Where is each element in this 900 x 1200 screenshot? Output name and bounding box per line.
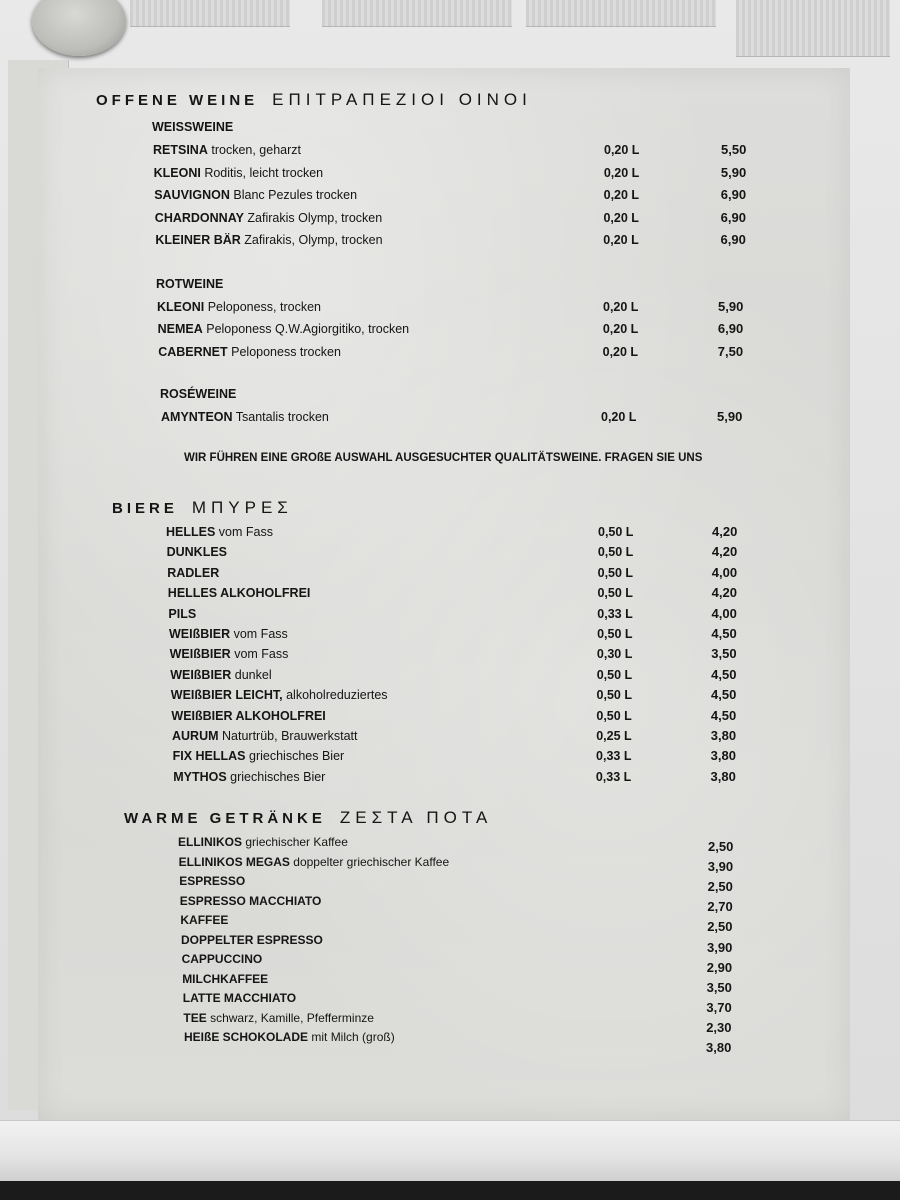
item-price: 2,30 bbox=[706, 1019, 732, 1035]
item-description: griechischer Kaffee bbox=[245, 835, 348, 849]
white-wine-heading: WEISSWEINE bbox=[152, 120, 234, 134]
item-price: 3,50 bbox=[706, 979, 732, 995]
item-description: Peloponess Q.W.Agiorgitiko, trocken bbox=[206, 322, 410, 337]
item-price: 5,50 bbox=[721, 142, 747, 157]
menu-item bbox=[170, 646, 289, 662]
item-price: 4,20 bbox=[711, 585, 737, 601]
item-name: KLEONI bbox=[153, 165, 201, 180]
item-name: ESPRESSO MACCHIATO bbox=[179, 893, 322, 908]
item-price: 3,90 bbox=[707, 859, 734, 875]
item-description: Blanc Pezules trocken bbox=[233, 188, 358, 202]
menu-item bbox=[179, 873, 245, 889]
item-name: PILS bbox=[168, 606, 197, 621]
menu-item bbox=[155, 232, 382, 248]
item-price: 6,90 bbox=[720, 232, 746, 247]
item-price: 4,50 bbox=[710, 707, 737, 723]
menu-item bbox=[178, 834, 348, 850]
menu-item bbox=[153, 142, 301, 158]
item-price: 2,70 bbox=[707, 899, 733, 915]
menu-sheet bbox=[38, 68, 850, 1120]
item-price: 3,80 bbox=[710, 728, 737, 743]
item-description: Zafirakis, Olymp, trocken bbox=[244, 233, 383, 247]
item-volume: 0,20 L bbox=[603, 210, 639, 225]
item-price: 3,80 bbox=[710, 768, 736, 784]
item-name: AURUM bbox=[172, 729, 219, 743]
item-price: 7,50 bbox=[717, 343, 744, 359]
item-name: RADLER bbox=[167, 565, 220, 580]
item-name: SAUVIGNON bbox=[154, 188, 230, 202]
item-volume: 0,20 L bbox=[602, 322, 639, 337]
item-price: 6,90 bbox=[717, 321, 744, 337]
item-description: Peloponess trocken bbox=[231, 344, 341, 359]
menu-item bbox=[180, 893, 322, 909]
menu-item bbox=[157, 299, 321, 315]
item-price: 5,90 bbox=[718, 299, 744, 314]
hot-title-greek: ΖΕΣΤΑ ΠΟΤΑ bbox=[339, 808, 493, 827]
item-volume: 0,50 L bbox=[597, 545, 634, 560]
item-description: Zafirakis Olymp, trocken bbox=[247, 210, 383, 225]
item-name: HELLES ALKOHOLFREI bbox=[167, 586, 311, 601]
item-price: 2,50 bbox=[707, 919, 733, 935]
item-description: trocken, geharzt bbox=[211, 143, 301, 157]
menu-item bbox=[183, 1010, 374, 1026]
menu-item bbox=[158, 321, 410, 337]
item-price: 6,90 bbox=[720, 187, 747, 202]
item-price: 3,70 bbox=[706, 999, 732, 1015]
item-name: RETSINA bbox=[153, 143, 208, 157]
item-name: DUNKLES bbox=[166, 545, 228, 560]
item-name: ELLINIKOS MEGAS bbox=[178, 854, 290, 869]
item-volume: 0,50 L bbox=[598, 525, 634, 539]
wine-note: WIR FÜHREN EINE GROßE AUSWAHL AUSGESUCHTER QUALITÄTSWEINE. FRAGEN SIE UNS bbox=[184, 452, 703, 464]
item-price: 3,80 bbox=[706, 1040, 732, 1055]
item-price: 3,50 bbox=[711, 646, 737, 662]
item-description: vom Fass bbox=[218, 525, 273, 539]
tape-strip bbox=[526, 0, 716, 27]
item-description: mit Milch (groß) bbox=[311, 1030, 395, 1044]
menu-item bbox=[168, 606, 196, 622]
item-volume: 0,20 L bbox=[603, 233, 639, 247]
item-name: KLEINER BÄR bbox=[155, 233, 241, 247]
item-volume: 0,25 L bbox=[596, 729, 632, 743]
menu-item bbox=[172, 728, 357, 744]
item-name: HELLES bbox=[166, 525, 216, 539]
menu-item bbox=[171, 687, 388, 703]
menu-item bbox=[182, 951, 263, 967]
rose-wine-heading: ROSÉWEINE bbox=[160, 387, 237, 401]
item-price: 4,50 bbox=[711, 626, 737, 641]
menu-item bbox=[166, 524, 273, 540]
menu-item bbox=[171, 708, 325, 724]
item-price: 4,50 bbox=[711, 687, 737, 703]
item-description: vom Fass bbox=[233, 627, 288, 641]
item-description: Peloponess, trocken bbox=[207, 300, 321, 314]
hot-section-title bbox=[124, 808, 492, 828]
menu-item bbox=[167, 565, 219, 581]
item-name: MILCHKAFFEE bbox=[182, 971, 269, 986]
menu-item bbox=[173, 748, 345, 764]
menu-item bbox=[170, 667, 271, 683]
item-description: dunkel bbox=[234, 667, 272, 682]
hot-title: WARME GETRÄNKE bbox=[124, 810, 326, 827]
item-volume: 0,20 L bbox=[603, 165, 640, 180]
menu-item bbox=[183, 990, 296, 1006]
wine-title: OFFENE WEINE bbox=[96, 92, 259, 109]
item-volume: 0,33 L bbox=[597, 606, 633, 621]
item-volume: 0,20 L bbox=[604, 143, 640, 157]
item-description: schwarz, Kamille, Pfefferminze bbox=[210, 1010, 374, 1025]
item-name: CAPPUCCINO bbox=[181, 952, 263, 966]
red-wine-heading: ROTWEINE bbox=[156, 277, 224, 291]
item-price: 4,50 bbox=[711, 666, 737, 682]
menu-item bbox=[180, 912, 228, 928]
item-volume: 0,50 L bbox=[596, 708, 632, 723]
item-price: 2,90 bbox=[706, 959, 733, 975]
item-price: 4,20 bbox=[712, 524, 738, 539]
item-volume: 0,33 L bbox=[596, 749, 632, 764]
item-volume: 0,20 L bbox=[602, 344, 639, 359]
menu-item bbox=[154, 187, 357, 203]
item-price: 4,00 bbox=[711, 605, 737, 621]
menu-item bbox=[179, 854, 450, 870]
item-name: NEMEA bbox=[157, 322, 203, 337]
item-name: HEIßE SCHOKOLADE bbox=[184, 1030, 309, 1044]
item-price: 6,90 bbox=[720, 209, 746, 225]
item-description: vom Fass bbox=[234, 647, 289, 662]
item-volume: 0,20 L bbox=[603, 300, 639, 314]
item-volume: 0,50 L bbox=[596, 688, 632, 703]
item-name: ESPRESSO bbox=[179, 874, 246, 888]
beer-title-greek: ΜΠΥΡΕΣ bbox=[191, 498, 293, 517]
item-name: CHARDONNAY bbox=[154, 210, 244, 225]
item-price: 5,90 bbox=[717, 409, 743, 424]
item-description: Tsantalis trocken bbox=[235, 410, 329, 424]
item-name: MYTHOS bbox=[173, 769, 227, 784]
tape-strip bbox=[322, 0, 512, 27]
item-price: 4,00 bbox=[711, 564, 738, 580]
menu-item bbox=[169, 626, 288, 642]
menu-item bbox=[181, 932, 323, 948]
item-name: WEIßBIER LEICHT, bbox=[170, 688, 283, 703]
item-price: 5,90 bbox=[720, 164, 747, 180]
item-volume: 0,50 L bbox=[597, 586, 633, 601]
item-name: WEIßBIER ALKOHOLFREI bbox=[171, 708, 326, 723]
tape-strip bbox=[736, 0, 890, 57]
item-name: AMYNTEON bbox=[161, 410, 233, 424]
menu-item bbox=[154, 165, 324, 181]
item-name: DOPPELTER ESPRESSO bbox=[181, 932, 323, 947]
item-name: CABERNET bbox=[158, 344, 228, 359]
beer-title: BIERE bbox=[112, 500, 178, 517]
menu-item bbox=[155, 210, 382, 226]
item-price: 2,50 bbox=[707, 879, 733, 895]
item-description: Naturtrüb, Brauwerkstatt bbox=[222, 729, 358, 743]
item-price: 3,80 bbox=[710, 748, 736, 764]
item-volume: 0,50 L bbox=[597, 565, 634, 580]
item-volume: 0,50 L bbox=[596, 667, 633, 682]
item-name: WEIßBIER bbox=[169, 647, 231, 662]
beer-section-title bbox=[112, 498, 293, 518]
item-volume: 0,50 L bbox=[597, 627, 633, 641]
menu-item bbox=[161, 409, 329, 425]
item-volume: 0,30 L bbox=[596, 647, 633, 662]
menu-item bbox=[158, 344, 341, 360]
item-name: TEE bbox=[183, 1010, 207, 1025]
menu-item bbox=[173, 769, 325, 785]
frame-bottom-edge bbox=[0, 1120, 900, 1181]
menu-item bbox=[182, 971, 268, 987]
item-volume: 0,20 L bbox=[603, 188, 640, 202]
item-price: 2,50 bbox=[708, 839, 734, 854]
menu-item bbox=[168, 585, 311, 601]
item-name: FIX HELLAS bbox=[172, 749, 246, 764]
item-volume: 0,20 L bbox=[601, 410, 637, 424]
item-name: WEIßBIER bbox=[169, 627, 231, 641]
tape-strip bbox=[130, 0, 290, 27]
menu-item bbox=[167, 544, 227, 560]
item-name: WEIßBIER bbox=[170, 667, 232, 682]
menu-item bbox=[184, 1029, 395, 1045]
item-description: doppelter griechischer Kaffee bbox=[293, 854, 450, 869]
item-name: KLEONI bbox=[157, 300, 205, 314]
item-description: alkoholreduziertes bbox=[286, 688, 388, 703]
item-name: LATTE MACCHIATO bbox=[182, 991, 297, 1005]
wine-section-title bbox=[96, 90, 532, 110]
item-price: 3,90 bbox=[707, 939, 733, 955]
item-description: Roditis, leicht trocken bbox=[204, 165, 324, 180]
item-description: griechisches Bier bbox=[249, 749, 345, 764]
item-name: ELLINIKOS bbox=[178, 835, 243, 849]
item-volume: 0,33 L bbox=[595, 769, 632, 784]
item-price: 4,20 bbox=[711, 544, 738, 560]
wine-title-greek: ΕΠΙΤΡΑΠΕΖΙΟΙ ΟΙΝΟΙ bbox=[272, 90, 532, 109]
item-description: griechisches Bier bbox=[230, 769, 326, 784]
item-name: KAFFEE bbox=[180, 913, 229, 927]
